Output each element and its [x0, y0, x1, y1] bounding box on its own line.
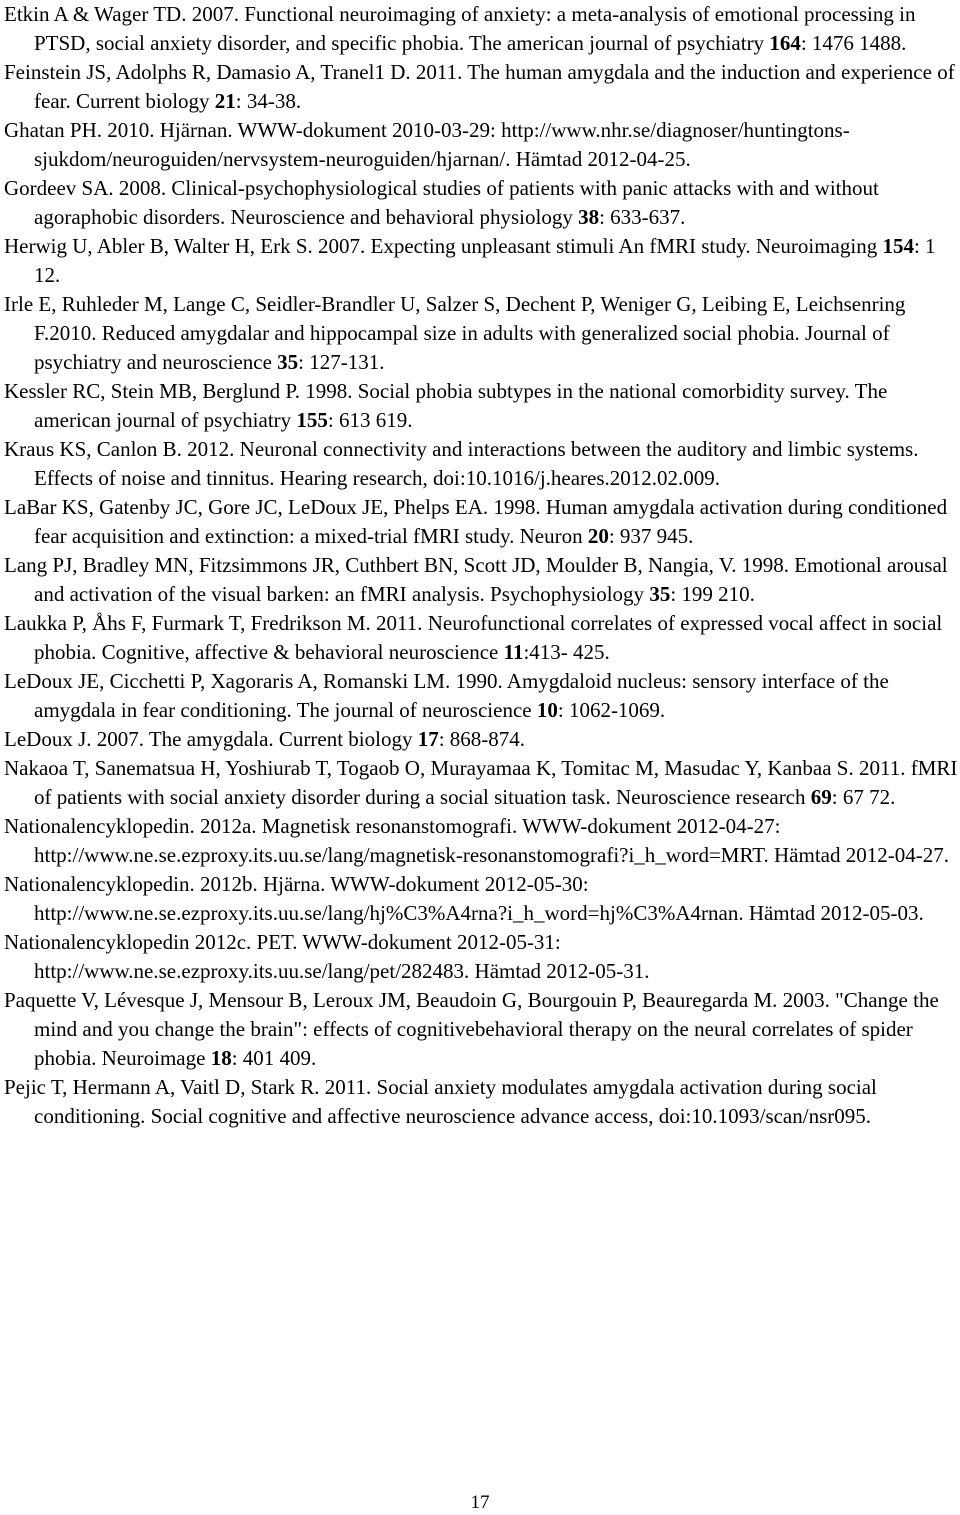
reference-text: Herwig U, Abler B, Walter H, Erk S. 2007. Expecting unpleasant stimuli An fMRI study. Neuroimaging [4, 234, 883, 258]
reference-item [4, 928, 959, 986]
page-number: 17 [470, 1492, 490, 1513]
reference-text: Pejic T, Hermann A, Vaitl D, Stark R. 2011. Social anxiety modulates amygdala activation during social conditioning. Social cognitive and affective neuroscience advance access, doi:10.1093/scan/nsr095. [4, 1075, 877, 1128]
reference-pages: : 937 945. [608, 524, 694, 548]
reference-text: Ghatan PH. 2010. Hjärnan. WWW-dokument 2010-03-29: http://www.nhr.se/diagnoser/huntingtons-sjukdom/neuroguiden/nervsystem-neuroguiden/hjarnan/. Hämtad 2012-04-25. [4, 118, 850, 171]
reference-volume: 155 [296, 408, 328, 432]
reference-pages: :413- 425. [523, 640, 610, 664]
reference-volume: 20 [587, 524, 609, 548]
reference-text: Laukka P, Åhs F, Furmark T, Fredrikson M. 2011. Neurofunctional correlates of expressed vocal affect in social phobia. Cognitive, affective & behavioral neuroscience [4, 611, 943, 664]
reference-pages: : 401 409. [231, 1046, 317, 1070]
reference-volume: 69 [810, 785, 832, 809]
reference-pages: : 1062-1069. [557, 698, 666, 722]
reference-item [4, 58, 959, 116]
reference-item [4, 1073, 959, 1131]
reference-text: Nationalencyklopedin. 2012a. Magnetisk resonanstomografi. WWW-dokument 2012-04-27: http://www.ne.se.ezproxy.its.uu.se/lang/magnetisk-resonanstomografi?i_h_word=MRT. Hämtad 2012-04-27. [4, 814, 949, 867]
reference-item [4, 667, 959, 725]
reference-item [4, 174, 959, 232]
reference-pages: : 613 619. [327, 408, 413, 432]
reference-volume: 11 [503, 640, 524, 664]
reference-text: Nakaoa T, Sanematsua H, Yoshiurab T, Togaob O, Murayamaa K, Tomitac M, Masudac Y, Kanbaa S. 2011. fMRI of patients with social anxiety disorder during a social situation task. Neuroscience research [4, 756, 958, 809]
reference-item [4, 551, 959, 609]
reference-item [4, 609, 959, 667]
reference-pages: : 127-131. [298, 350, 385, 374]
reference-text: LeDoux JE, Cicchetti P, Xagoraris A, Romanski LM. 1990. Amygdaloid nucleus: sensory interface of the amygdala in fear conditioning. The journal of neuroscience [4, 669, 889, 722]
reference-pages: : 34-38. [235, 89, 302, 113]
reference-text: Lang PJ, Bradley MN, Fitzsimmons JR, Cuthbert BN, Scott JD, Moulder B, Nangia, V. 1998. Emotional arousal and activation of the visual barken: an fMRI analysis. Psychophysiology [4, 553, 948, 606]
reference-volume: 38 [578, 205, 600, 229]
reference-volume: 35 [649, 582, 671, 606]
reference-item [4, 435, 959, 493]
reference-volume: 164 [769, 31, 801, 55]
reference-pages: : 868-874. [438, 727, 526, 751]
reference-list [4, 0, 959, 1131]
reference-pages: : 67 72. [831, 785, 896, 809]
reference-item [4, 290, 959, 377]
reference-volume: 154 [882, 234, 914, 258]
reference-text: LeDoux J. 2007. The amygdala. Current biology [4, 727, 418, 751]
reference-item [4, 754, 959, 812]
reference-item [4, 232, 959, 290]
reference-item [4, 377, 959, 435]
reference-pages: : 1476 1488. [800, 31, 907, 55]
reference-pages: : 199 210. [670, 582, 755, 606]
reference-text: Nationalencyklopedin. 2012b. Hjärna. WWW-dokument 2012-05-30: http://www.ne.se.ezproxy.its.uu.se/lang/hj%C3%A4rna?i_h_word=hj%C3%A4rnan. Hämtad 2012-05-03. [4, 872, 924, 925]
reference-item [4, 725, 959, 754]
reference-text: Kraus KS, Canlon B. 2012. Neuronal connectivity and interactions between the auditory and limbic systems. Effects of noise and tinnitus. Hearing research, doi:10.1016/j.heares.2012.02.009. [4, 437, 919, 490]
reference-text: Feinstein JS, Adolphs R, Damasio A, Tranel1 D. 2011. The human amygdala and the induction and experience of fear. Current biology [4, 60, 955, 113]
reference-item [4, 0, 959, 58]
reference-text: Nationalencyklopedin 2012c. PET. WWW-dokument 2012-05-31: http://www.ne.se.ezproxy.its.uu.se/lang/pet/282483. Hämtad 2012-05-31. [4, 930, 650, 983]
reference-item [4, 493, 959, 551]
reference-volume: 18 [210, 1046, 232, 1070]
reference-pages: : 633-637. [599, 205, 686, 229]
reference-text: Paquette V, Lévesque J, Mensour B, Leroux JM, Beaudoin G, Bourgouin P, Beauregarda M. 2003. "Change the mind and you change the brain": effects of cognitivebehavioral therapy on the neural correlates of spider phobia. Neuroimage [4, 988, 939, 1070]
reference-text: Irle E, Ruhleder M, Lange C, Seidler-Brandler U, Salzer S, Dechent P, Weniger G, Leibing E, Leichsenring F.2010. Reduced amygdalar and hippocampal size in adults with generalized social phobia. Journal of psychiatry and neuroscience [4, 292, 906, 374]
reference-item [4, 116, 959, 174]
reference-pages: : 1 12. [34, 234, 936, 287]
reference-volume: 35 [277, 350, 299, 374]
reference-text: Kessler RC, Stein MB, Berglund P. 1998. Social phobia subtypes in the national comorbidity survey. The american journal of psychiatry [4, 379, 888, 432]
reference-item [4, 870, 959, 928]
reference-text: Gordeev SA. 2008. Clinical-psychophysiological studies of patients with panic attacks with and without agoraphobic disorders. Neuroscience and behavioral physiology [4, 176, 879, 229]
reference-volume: 10 [536, 698, 558, 722]
reference-text: Etkin A & Wager TD. 2007. Functional neuroimaging of anxiety: a meta-analysis of emotional processing in PTSD, social anxiety disorder, and specific phobia. The american journal of psychiatry [4, 2, 916, 55]
reference-volume: 21 [214, 89, 236, 113]
reference-item [4, 986, 959, 1073]
reference-item [4, 812, 959, 870]
reference-volume: 17 [417, 727, 439, 751]
reference-text: LaBar KS, Gatenby JC, Gore JC, LeDoux JE, Phelps EA. 1998. Human amygdala activation during conditioned fear acquisition and extinction: a mixed-trial fMRI study. Neuron [4, 495, 948, 548]
